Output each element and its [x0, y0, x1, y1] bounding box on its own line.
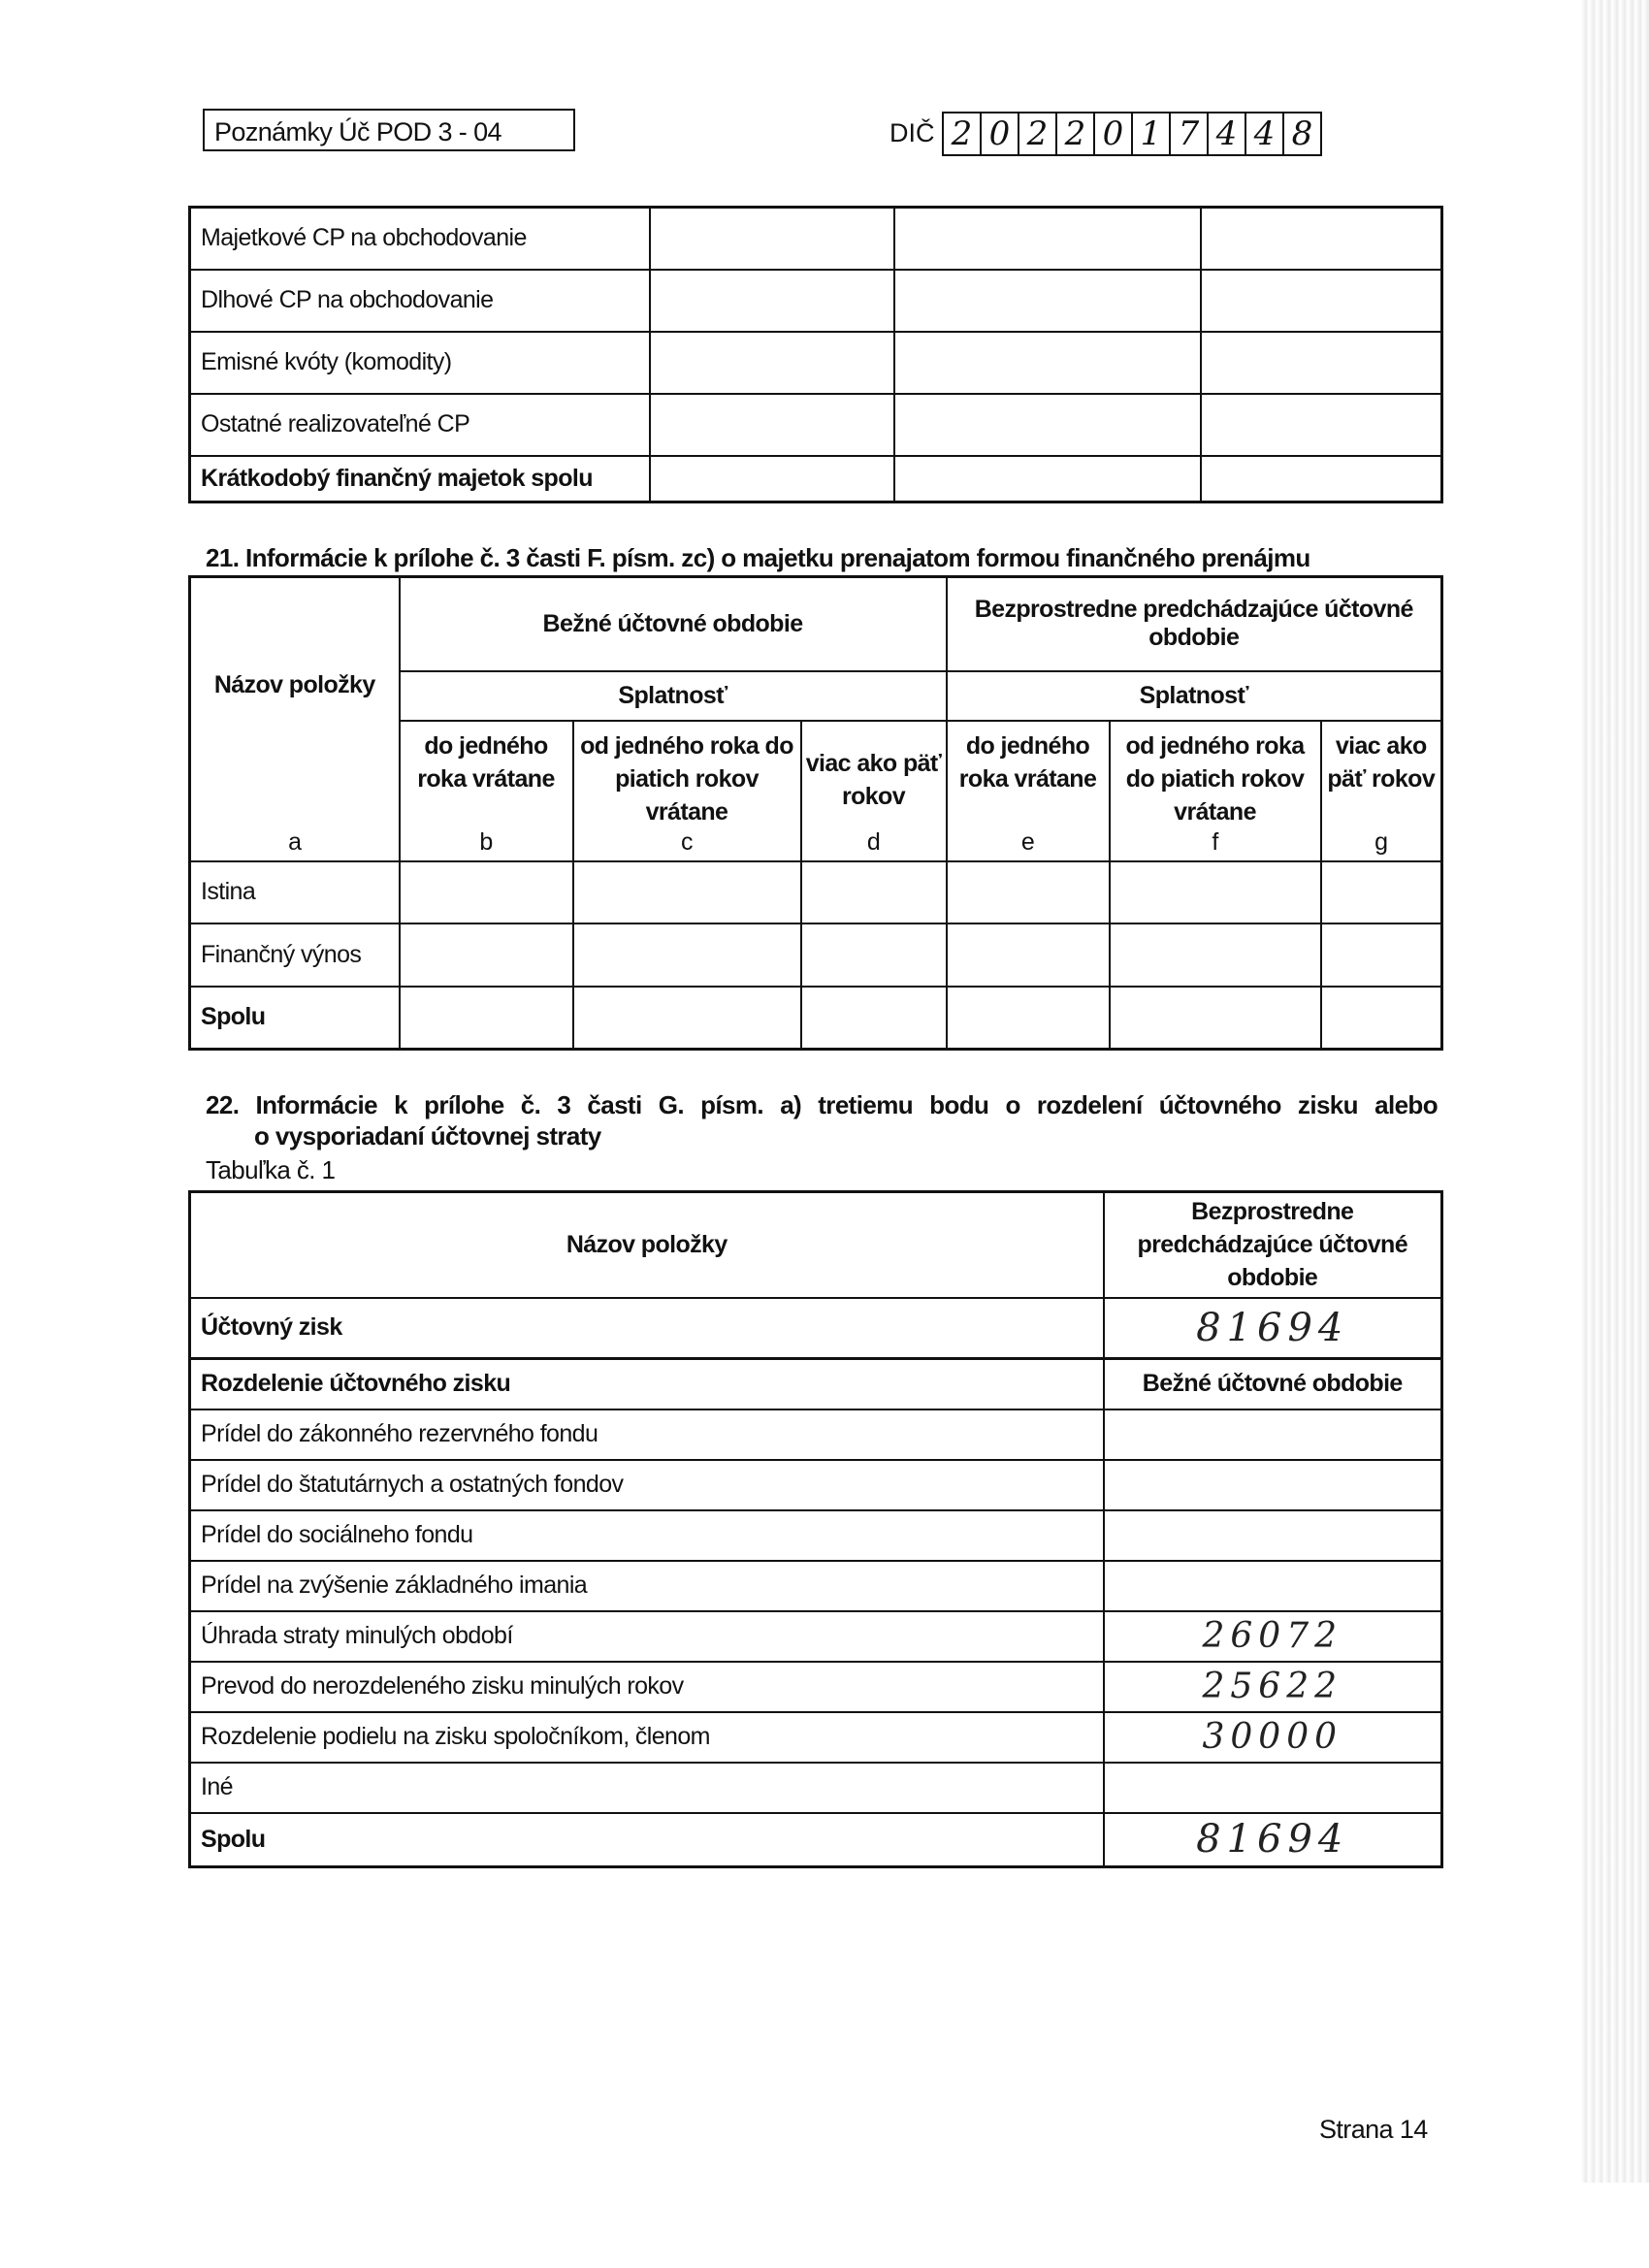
- value-cell: [1104, 1409, 1442, 1460]
- value-cell: [573, 987, 801, 1050]
- dic-digit: 7: [1171, 113, 1209, 154]
- section22-title: 22. Informácie k prílohe č. 3 časti G. písm. a) tretiemu bodu o rozdelení účtovného zisku alebo: [206, 1090, 1438, 1119]
- maturity-column-header: [801, 721, 947, 861]
- scan-edge: [1581, 0, 1649, 2183]
- value-cell: [1110, 987, 1321, 1050]
- value-cell: [1201, 394, 1442, 456]
- page-number: Strana 14: [1319, 2115, 1428, 2144]
- value-cell: [1201, 208, 1442, 270]
- row-label: Krátkodobý finančný majetok spolu: [190, 456, 650, 502]
- table-row: [190, 270, 1442, 332]
- short-term-financial-table: [188, 206, 1443, 503]
- row-label: Prídel do sociálneho fondu: [190, 1510, 1104, 1561]
- total-value: 81694: [1104, 1813, 1442, 1867]
- value-cell: [400, 923, 573, 987]
- table-row: [190, 394, 1442, 456]
- row-label: Majetkové CP na obchodovanie: [190, 208, 650, 270]
- profit-distribution-table: [188, 1190, 1443, 1868]
- dic-digit: 2: [1019, 113, 1057, 154]
- value-cell: [573, 923, 801, 987]
- value-cell: [400, 987, 573, 1050]
- dic-digit: 0: [1095, 113, 1133, 154]
- value-cell: [650, 332, 894, 394]
- value-cell: [1321, 923, 1442, 987]
- row-label: Iné: [190, 1763, 1104, 1813]
- value-cell: [1321, 861, 1442, 923]
- value-cell: [650, 394, 894, 456]
- value-cell: [650, 456, 894, 502]
- table-row: [190, 332, 1442, 394]
- dic-digit: 4: [1209, 113, 1246, 154]
- table-row: [190, 1409, 1442, 1460]
- dic-digit: 2: [944, 113, 982, 154]
- form-label: Poznámky Úč POD 3 - 04: [203, 109, 575, 151]
- table-row: [190, 923, 1442, 987]
- row-label: Spolu: [190, 987, 400, 1050]
- row-label: Úhrada straty minulých období: [190, 1611, 1104, 1662]
- column-label: do jedného roka vrátane: [958, 731, 1097, 793]
- name-header: Názov položky: [190, 1192, 1104, 1298]
- column-label: od jedného roka do piatich rokov vrátane: [580, 731, 793, 826]
- value-cell: 25622: [1104, 1662, 1442, 1712]
- value-cell: [400, 861, 573, 923]
- section22-title-line2: o vysporiadaní účtovnej straty: [254, 1121, 601, 1150]
- row-label: Istina: [190, 861, 400, 923]
- row-label: Ostatné realizovateľné CP: [190, 394, 650, 456]
- value-cell: [1321, 987, 1442, 1050]
- profit-label: Účtovný zisk: [190, 1298, 1104, 1359]
- maturity-column-header: [573, 721, 801, 861]
- previous-period-header: Bezprostredne predchádzajúce účtovné obdobie: [1104, 1192, 1442, 1298]
- column-letter: b: [479, 827, 493, 856]
- value-cell: [1201, 456, 1442, 502]
- column-label: do jedného roka vrátane: [417, 731, 555, 793]
- row-label: Dlhové CP na obchodovanie: [190, 270, 650, 332]
- value-cell: [894, 456, 1201, 502]
- table-row: [190, 1510, 1442, 1561]
- profit-value: 81694: [1104, 1298, 1442, 1359]
- value-cell: [650, 270, 894, 332]
- dic-digit: 1: [1133, 113, 1171, 154]
- column-label: viac ako päť rokov: [805, 750, 942, 810]
- value-cell: 26072: [1104, 1611, 1442, 1662]
- maturity-column-header: [947, 721, 1110, 861]
- distribution-label: Rozdelenie účtovného zisku: [190, 1359, 1104, 1409]
- dic-digit: 2: [1057, 113, 1095, 154]
- row-label: Emisné kvóty (komodity): [190, 332, 650, 394]
- maturity-column-header: [1321, 721, 1442, 861]
- maturity-column-header: [400, 721, 573, 861]
- value-cell: [894, 332, 1201, 394]
- table-row: [190, 1460, 1442, 1510]
- maturity-header: Splatnosť: [400, 671, 947, 721]
- dic-label: DIČ: [889, 118, 935, 147]
- dic-digit: 8: [1284, 113, 1322, 154]
- dic-digit: 0: [982, 113, 1019, 154]
- value-cell: [947, 923, 1110, 987]
- previous-period-header: Bezprostredne predchádzajúce účtovné obdobie: [947, 577, 1442, 671]
- value-cell: [1104, 1510, 1442, 1561]
- table-row: [190, 1712, 1442, 1763]
- column-letter: d: [866, 827, 881, 856]
- value-cell: [1201, 270, 1442, 332]
- maturity-header: Splatnosť: [947, 671, 1442, 721]
- value-cell: [1110, 923, 1321, 987]
- row-label: Prídel na zvýšenie základného imania: [190, 1561, 1104, 1611]
- value-cell: [894, 394, 1201, 456]
- value-cell: [1104, 1460, 1442, 1510]
- value-cell: [1110, 861, 1321, 923]
- value-cell: [1201, 332, 1442, 394]
- dic-digit: 4: [1246, 113, 1284, 154]
- row-label: Rozdelenie podielu na zisku spoločníkom, členom: [190, 1712, 1104, 1763]
- row-label: Finančný výnos: [190, 923, 400, 987]
- column-letter: g: [1374, 827, 1388, 856]
- value-cell: [1104, 1763, 1442, 1813]
- table-row: [190, 987, 1442, 1050]
- value-cell: [801, 861, 947, 923]
- table-row: [190, 1611, 1442, 1662]
- value-cell: [947, 987, 1110, 1050]
- value-cell: [801, 923, 947, 987]
- row-label: Prídel do štatutárnych a ostatných fondov: [190, 1460, 1104, 1510]
- row-label: Prevod do nerozdeleného zisku minulých rokov: [190, 1662, 1104, 1712]
- table-row: [190, 861, 1442, 923]
- current-period-header: Bežné účtovné obdobie: [400, 577, 947, 671]
- row-label: Prídel do zákonného rezervného fondu: [190, 1409, 1104, 1460]
- column-letter: f: [1212, 827, 1218, 856]
- total-label: Spolu: [190, 1813, 1104, 1867]
- value-cell: [650, 208, 894, 270]
- finance-lease-table: [188, 575, 1443, 1051]
- maturity-column-header: [1110, 721, 1321, 861]
- table-row: [190, 1763, 1442, 1813]
- column-label: viac ako päť rokov: [1327, 731, 1436, 793]
- table-row: [190, 1662, 1442, 1712]
- table-label: Tabuľka č. 1: [206, 1155, 336, 1184]
- name-header: Názov položky a: [190, 577, 400, 861]
- value-cell: 30000: [1104, 1712, 1442, 1763]
- column-letter: e: [1020, 827, 1035, 856]
- value-cell: [573, 861, 801, 923]
- current-period-header: Bežné účtovné obdobie: [1104, 1359, 1442, 1409]
- column-letter: c: [681, 827, 693, 856]
- value-cell: [801, 987, 947, 1050]
- table-row: [190, 208, 1442, 270]
- value-cell: [947, 861, 1110, 923]
- value-cell: [894, 270, 1201, 332]
- column-label: od jedného roka do piatich rokov vrátane: [1125, 731, 1305, 826]
- table-row: [190, 456, 1442, 502]
- table-row: [190, 1561, 1442, 1611]
- value-cell: [1104, 1561, 1442, 1611]
- value-cell: [894, 208, 1201, 270]
- dic-boxes: [942, 112, 1322, 156]
- section21-title: 21. Informácie k prílohe č. 3 časti F. písm. zc) o majetku prenajatom formou finančného prenájmu: [206, 543, 1310, 572]
